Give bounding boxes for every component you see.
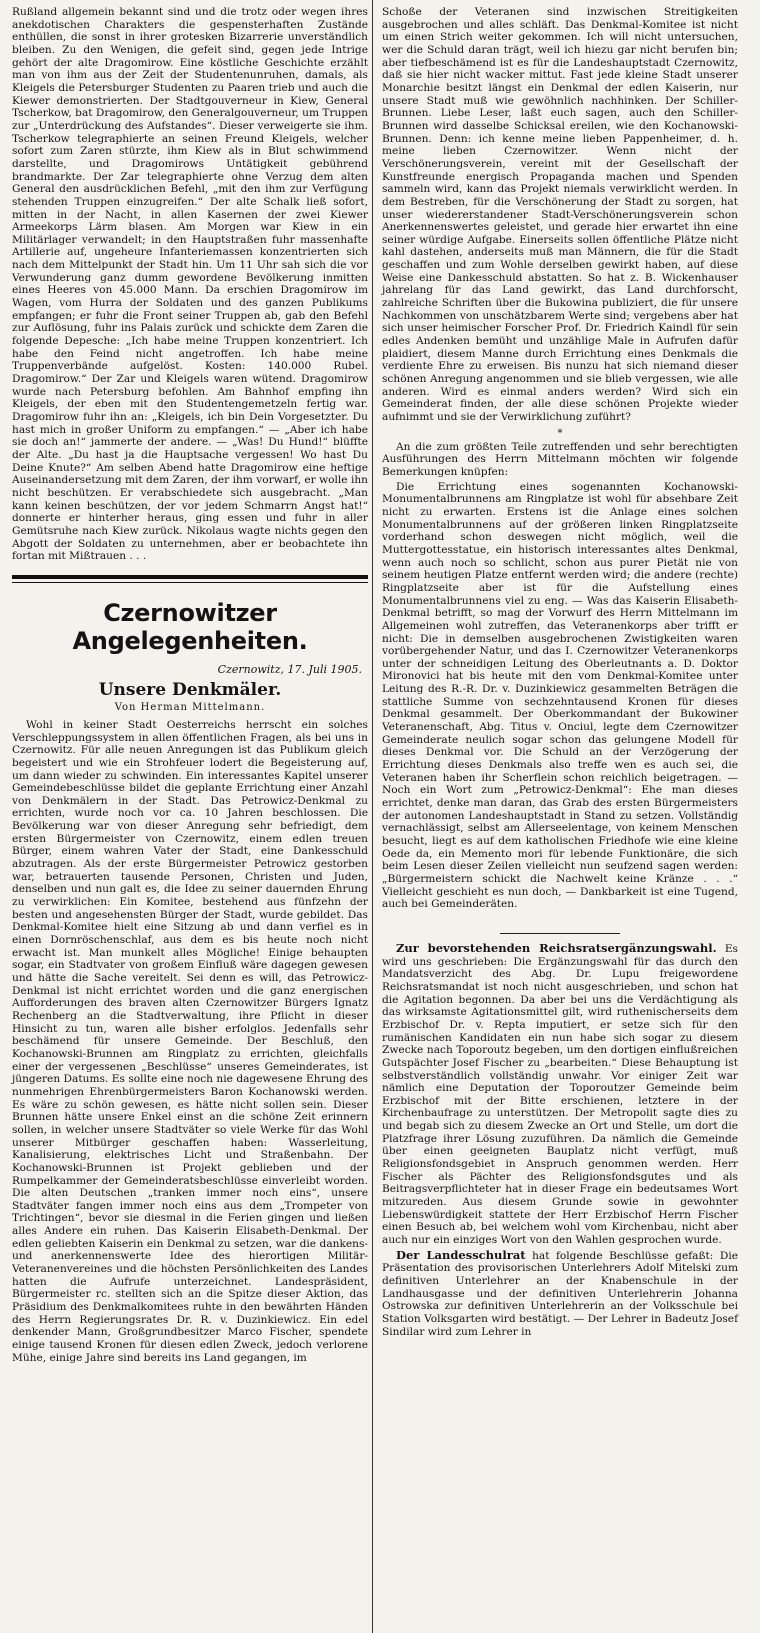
section-rule-thin [12, 582, 368, 583]
separator-star: * [557, 427, 563, 439]
news-body-election: Es wird uns geschrieben: Die Ergänzungswahl für das durch den Mandatsverzicht des Abg. Dr. Lupu freigewordene Reichsratsmandat ist noch nicht ausgeschrieben, und schon hat die Agitation begonnen. Da aber bei uns die Verdächtigung als das wirksamste Agitationsmittel gilt, wird ruthenischerseits dem Erzbischof Dr. v. Repta imputiert, er setze sich für den rumänischen Kandidaten ein nun habe sich sogar zu diesem Zwecke nach Toporoutz begeben, um den dortigen einflußreichen Gutspächter Josef Fischer zu „bearbeiten.“ Diese Behauptung ist selbstverständlich vollständig unwahr. Vor einiger Zeit war nämlich eine Deputation der Toporoutzer Gemeinde beim Erzbischof mit der Bitte erschienen, letztere in der Kirchenbaufrage zu unterstützen. Der Metropolit sagte dies zu und begab sich zu diesem Zwecke an Ort und Stelle, um dort die Platzfrage ihrer Lösung zuzuführen. Da nämlich die Gemeinde über einen geeigneten Bauplatz nicht verfügt, muß Religionsfondsgebiet in Anspruch genommen werden. Herr Fischer als Pächter des Religionsfondsgutes und als Beitragsverpflichteter hat in dieser Frage ein bedeutsames Wort mitzureden. Aus diesem Grunde sowie in gewohnter Liebenswürdigkeit stattete der Herr Erzbischof Herrn Fischer einen Besuch ab, bei welchem wohl vom Kirchenbau, nicht aber auch nur ein einziges Wort von den Wahlen gesprochen wurde. [382, 942, 738, 1247]
article-body-text: Wohl in keiner Stadt Oesterreichs herrscht ein solches Verschleppungssystem in allen öffentlichen Fragen, als bei uns in Czernowitz. Für alle neuen Anregungen ist das Publikum gleich begeistert und wie ein Strohfeuer lodert die Begeisterung auf, um dann wieder zu schwinden. Ein interessantes Kapitel unserer Gemeindebeschlüsse bildet die geplante Errichtung einer Anzahl von Denkmälern in der Stadt. Das Petrowicz-Denkmal zu errichten, wurde noch vor ca. 10 Jahren beschlossen. Die Bevölkerung war von dieser Anregung sehr befriedigt, dem ersten Bürgermeister von Czernowitz, einem edlen treuen Bürger, einem wahren Vater der Stadt, eine Dankesschuld abzutragen. Als der erste Bürgermeister Petrowicz gestorben war, betrauerten tausende Personen, Christen und Juden, denselben und nun galt es, die Idee zu seiner dauernden Ehrung zu verwirklichen: Ein Komitee, bestehend aus fünfzehn der besten und angesehensten Bürger der Stadt, wurde gebildet. Das Denkmal-Komitee hielt eine Sitzung ab und dann verfiel es in einen Dornröschenschlaf, aus dem es bis heute noch nicht erwacht ist. Man munkelt alles Mögliche! Einige behaupten sogar, ein Stadtvater von großem Einfluß wäre dagegen gewesen und hätte die Sache vereitelt. Sei denn es will, das Petrowicz-Denkmal ist nicht errichtet worden und die ganz energischen Aufforderungen des braven alten Czernowitzer Bürgers Ignatz Rechenberg an die Stadtverwaltung, ihre Pflicht in dieser Hinsicht zu tun, waren alle bisher erfolglos. Jedenfalls sehr beschämend für unsere Gemeinde. Der Beschluß, den Kochanowski-Brunnen am Ringplatz zu errichten, gleichfalls einer der vergessenen „Beschlüsse“ unseres Gemeinderates, ist jüngeren Datums. Es sollte eine noch nie dagewesene Ehrung des nunmehrigen Ehrenbürgermeisters Baron Kochanowski werden. Es wäre zu schön gewesen, es hätte nicht sollen sein. Dieser Brunnen hätte unsere Enkel einst an die schöne Zeit erinnern sollen, in welcher unsere Stadtväter so viele Werke für das Wohl unserer Mitbürger geschaffen haben: Wasserleitung, Kanalisierung, elektrisches Licht und Straßenbahn. Der Kochanowski-Brunnen ist Projekt geblieben und der Rumpelkammer der Gemeinderatsbeschlüsse einverleibt worden. Die alten Deutschen „tranken immer noch eins“, unsere Stadtväter fangen immer noch eins aus dem „Trompeter von Trichtingen“, bevor sie diesmal in die Ferien gingen und ließen alles Andere ein ruhen. Das Kaiserin Elisabeth-Denkmal. Der edlen geliebten Kaiserin ein Denkmal zu setzen, war die dankens- und anerkennenswerte Idee des hierortigen Militär-Veteranenvereines und die höchsten Persönlichkeiten des Landes hatten die Aufrufe unterzeichnet. Landespräsident, Bürgermeister rc. stellten sich an die Spitze dieser Aktion, das Präsidium des Denkmalkomitees ruhte in den bewährten Händen des Herrn Regierungsrates Dr. R. v. Duzinkiewicz. Ein edel denkender Mann, Großgrundbesitzer Marco Fischer, spendete einige tausend Kronen für diesen edlen Zweck, jedoch verlorene Mühe, einige Jahre sind bereits ins Land gegangen, im [12, 718, 368, 1364]
news-item-election [382, 942, 738, 1247]
right-column [382, 6, 738, 1340]
news-headline-election: Zur bevorstehenden Reichsratsergänzungswahl. [396, 940, 717, 955]
news-item-school-council [382, 1249, 738, 1339]
editorial-reply-body: Die Errichtung eines sogenannten Kochanowski-Monumentalbrunnens am Ringplatze ist wohl für absehbare Zeit nicht zu erwarten. Erstens ist die Anlage eines solchen Monumentalbrunnens auf der größeren linken Ringplatzseite vorderhand schon deswegen nicht möglich, weil die Muttergottesstatue, ein historisch interessantes altes Denkmal, wenn auch noch so schlicht, schon aus purer Pietät nie von seinem heutigen Platze entfernt werden wird; die andere (rechte) Ringplatzseite aber ist für die Aufstellung eines Monumentalbrunnens viel zu eng. — Was das Kaiserin Elisabeth-Denkmal betrifft, so mag der Vorwurf des Herrn Mittelmann im Allgemeinen wohl zutreffen, das Veteranenkorps aber trifft er nicht: Die in demselben ausgebrochenen Zwistigkeiten waren vorübergehender Natur, und das I. Czernowitzer Veteranenkorps unter der schneidigen Leitung des Oberleutnants a. D. Doktor Mironovici hat bis heute mit den vom Denkmal-Komitee unter Leitung des R.-R. Dr. v. Duzinkiewicz gesammelten Beträgen die stattliche Summe von sechzehntausend Kronen für dieses Denkmal gesammelt. Der Oberkommandant der Bukowiner Veteranenschaft, Abg. Titus v. Onciul, legte dem Czernowitzer Gemeinderate neulich sogar schon das gelungene Modell für dieses Denkmal vor. Die Schuld an der Verzögerung der Errichtung dieses Denkmals also treffe wen es auch sei, die Veteranen haben ihr Scherflein schon reichlich beigetragen. — Noch ein Wort zum „Petrowicz-Denkmal“: Ehe man dieses errichtet, denke man daran, das Grab des ersten Bürgermeisters der autonomen Landeshauptstadt in Stand zu setzen. Vollständig vernachlässigt, selbst am Allerseelentage, von keinem Menschen besucht, liegt es auf dem katholischen Friedhofe wie eine kleine Oede da, ein Memento mori für lebende Funktionäre, die sich beim Lesen dieser Zeilen vielleicht nun seufzend sagen werden: „Bürgermeistern schickt die Nachwelt keine Kränze . . .“ Vielleicht geschieht es nun doch, — Dankbarkeit ist eine Tugend, auch bei Gemeinderäten. [382, 480, 738, 911]
column-divider [372, 0, 373, 1633]
article-continuation-text: Rußland allgemein bekannt sind und die trotz oder wegen ihres anekdotischen Charakters die gespensterhaften Zustände enthüllen, die sonst in ihrer grotesken Bizarrerie unverständlich bleiben. Zu den Wenigen, die gefeit sind, gegen jede Intrige gehört der alte Dragomirow. Eine köstliche Geschichte erzählt man von ihm aus der Zeit der Studentenunruhen, damals, als Kleigels die Petersburger Studenten zu Paaren trieb und auch die Kiewer demonstrierten. Der Stadtgouverneur in Kiew, General Tscherkow, bat Dragomirow, den Generalgouverneur, um Truppen zur „Unterdrückung des Aufstandes“. Dieser verweigerte sie ihm. Tscherkow telegraphierte an seinen Freund Kleigels, welcher sofort zum Zaren stürzte, ihm Kiew als in Blut schwimmend darstellte, und Dragomirows Untätigkeit gebührend brandmarkte. Der Zar telegraphierte ohne Verzug dem alten General den ausdrücklichen Befehl, „mit den ihm zur Verfügung stehenden Truppen einzugreifen.“ Der alte Schalk ließ sofort, mitten in der Nacht, in allen Kasernen der zwei Kiewer Armeekorps Lärm blasen. Am Morgen war Kiew in ein Militärlager verwandelt; in den Hauptstraßen fuhr massenhafte Artillerie auf, ungeheure Infanteriemassen konzentrierten sich nach dem Mittelpunkt der Stadt hin. Um 11 Uhr sah sich die vor Verwunderung ganz dumm gewordene Bevölkerung inmitten eines Heeres von 45.000 Mann. Da erschien Dragomirow im Wagen, vom Hurra der Soldaten und des ganzen Publikums empfangen; er fuhr die Front seiner Truppen ab, gab den Befehl zur Auflösung, fuhr ins Palais zurück und schickte dem Zaren die folgende Depesche: „Ich habe meine Truppen konzentriert. Ich habe den Feind nicht angetroffen. Ich habe meine Truppenverbände aufgelöst. Kosten: 140.000 Rubel. Dragomirow.“ Der Zar und Kleigels waren wütend. Dragomirow wurde nach Petersburg befohlen. Am Bahnhof empfing ihn Kleigels, der eben mit den Studentengemetzeln fertig war. Dragomirow fuhr ihn an: „Kleigels, ich bin Dein Vorgesetzter. Du hast mich in großer Uniform zu empfangen.“ — „Aber ich habe sie doch an!“ jammerte der andere. — „Was! Du Hund!“ blüffte der Alte. „Du hast ja die Hauptsache vergessen! Wo hast Du Deine Knute?“ Am selben Abend hatte Dragomirow eine heftige Auseinandersetzung mit dem Zaren, der ihm vorwarf, er wolle ihn nicht beschützen. Er verabschiedete sich ausgebracht. „Man kann keinen beschützen, der vor jedem Schmarrn Angst hat!“ donnerte er hinterher heraus, ging essen und fuhr in aller Gemütsruhe nach Kiew zurück. Nikolaus wagte nichts gegen den Abgott der Soldaten zu unternehmen, aber er beobachtete ihn fortan mit Mißtrauen . . . [12, 6, 368, 563]
editorial-reply-intro: An die zum größten Teile zutreffenden und sehr berechtigten Ausführungen des Herrn Mittelmann möchten wir folgende Bemerkungen knüpfen: [382, 440, 738, 478]
news-headline-school-council: Der Landesschulrat [396, 1247, 526, 1262]
section-rule-thick [12, 575, 368, 579]
dateline: Czernowitz, 17. Juli 1905. [217, 662, 362, 676]
news-separator-rule [500, 933, 620, 934]
left-column [12, 6, 368, 1366]
article-title: Unsere Denkmäler. [98, 679, 282, 700]
article-continuation-text: Schoße der Veteranen sind inzwischen Streitigkeiten ausgebrochen und alles schläft. Das Denkmal-Komitee ist nicht um einen Strich weiter gekommen. Ich will nicht untersuchen, wer die Schuld daran trägt, weil ich hiezu gar nicht berufen bin; aber tiefbeschämend ist es für die Landeshauptstadt Czernowitz, daß sie hier nicht wacker mittut. Fast jede kleine Stadt unserer Monarchie besitzt längst ein Denkmal der edlen Kaiserin, nur unsere Stadt muß wie gewöhnlich nachhinken. Der Schiller-Brunnen. Liebe Leser, laßt euch sagen, auch den Schiller-Brunnen wird dasselbe Schicksal ereilen, wie den Kochanowski-Brunnen. Denn: ich kenne meine lieben Pappenheimer, d. h. meine lieben Czernowitzer. Wenn nicht der Verschönerungsverein, vereint mit der Gesellschaft der Kunstfreunde energisch Propaganda machen und Spenden sammeln wird, kann das Projekt niemals verwirklicht werden. In dem Bestreben, für die Verschönerung der Stadt zu sorgen, hat unser wiedererstandener Stadt-Verschönerungsverein schon Anerkennenswertes geleistet, und gerade hier erwartet ihn eine seiner würdige Aufgabe. Einerseits sollen öffentliche Plätze nicht kahl dastehen, anderseits muß man Männern, die für die Stadt geschaffen und zum Wohle derselben gewirkt haben, auf diese Weise eine Dankesschuld abstatten. So hat z. B. Wickenhauser jahrelang für das Land gewirkt, das Land durchforscht, zahlreiche Schriften über die Bukowina publiziert, die für unsere Nachkommen von unschätzbarem Werte sind; vergebens aber hat sich unser heimischer Forscher Prof. Dr. Friedrich Kaindl für sein edles Andenken bemüht und unzählige Male in Aufrufen dafür plaidiert, diesem Manne durch Errichtung eines Denkmals die verdiente Ehre zu erweisen. Bis nunzu hat sich niemand dieser schönen Anregung angenommen und sie blieb vergessen, wie alle anderen. Wird es einmal anders werden? Wird sich ein Gemeinderat finden, der alle diese schönen Projekte wieder aufnimmt und sie der Verwirklichung zuführt? [382, 6, 738, 423]
news-body-school-council: hat folgende Beschlüsse gefaßt: Die Präsentation des provisorischen Unterlehrers Adolf Mitelski zum definitiven Unterlehrer an der Knabenschule in der Landhausgasse und der definitiven Unterlehrerin Johanna Ostrowska zur definitiven Unterlehrerin an der Volksschule bei Station Volksgarten wird bestätigt. — Der Lehrer in Badeutz Josef Sindilar wird zum Lehrer in [382, 1249, 738, 1338]
byline: Von Herman Mittelmann. [114, 701, 266, 713]
section-title: Czernowitzer Angelegenheiten. [72, 598, 308, 655]
